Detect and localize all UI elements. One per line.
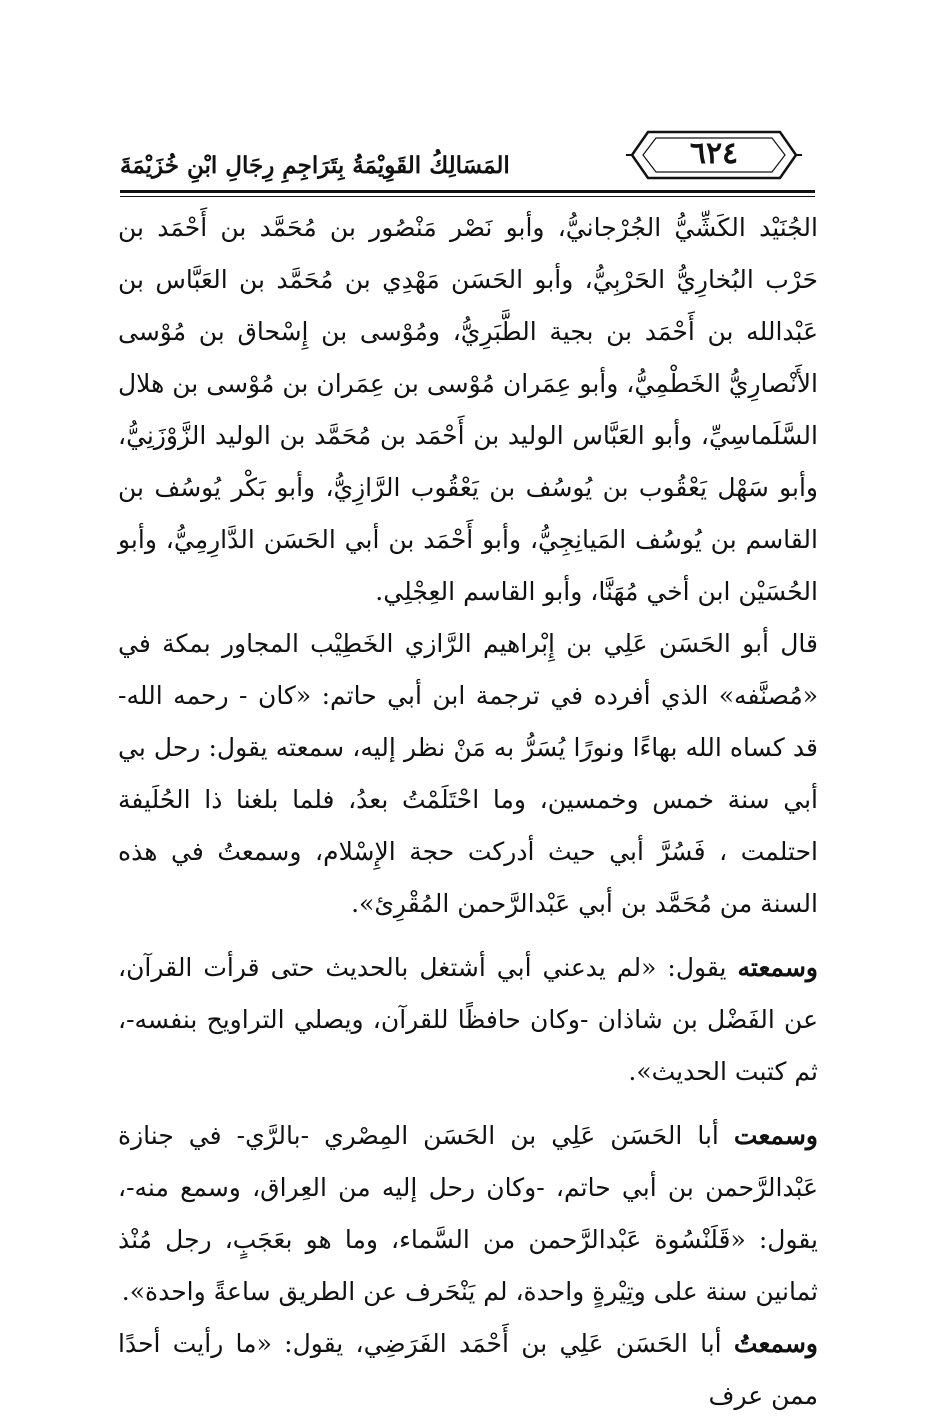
paragraph-lead: وسمعته: [737, 953, 818, 982]
paragraph: [118, 942, 818, 1098]
paragraph-text: أبا الحَسَن عَلِي بن الحَسَن المِصْري -بالرَّي- في جنازة عَبْدالرَّحمن بن أبي حاتم، -وكان رحل إليه من العِراق، وسمع منه-، يقول: «قَلَنْسُوة عَبْدالرَّحمن من السَّماء، وما هو بعَجَبٍ، رجل مُنْذ ثمانين سنة على وتِيْرةٍ واحدة، لم يَنْحَرف عن الطريق ساعةً واحدة».: [118, 1121, 818, 1306]
book-title: المَسَالِكُ القَوِيْمَةُ بِتَرَاجِمِ رِجَالِ ابْنِ خُزَيْمَةَ: [120, 152, 510, 179]
paragraph-lead: وسمعتُ: [733, 1329, 818, 1358]
paragraph-text: الجُنَيْد الكَشِّيُّ الجُرْجانيُّ، وأبو نَصْر مَنْصُور بن مُحَمَّد بن أَحْمَد بن حَرْب البُخارِيُّ الحَرْبِيُّ، وأبو الحَسَن مَهْدِي بن مُحَمَّد بن العَبَّاس بن عَبْدالله بن أَحْمَد بن بجية الطَّبَرِيُّ، ومُوْسى بن إِسْحاق بن مُوْسى الأَنْصارِيُّ الخَطْمِيُّ، وأبو عِمَران مُوْسى بن عِمَران بن مُوْسى بن هلال السَّلَماسِيِّ، وأبو العَبَّاس الوليد بن أَحْمَد بن مُحَمَّد بن الوليد الزَّوْزَنِيُّ، وأبو سَهْل يَعْقُوب بن يُوسُف بن يَعْقُوب الرَّازِيُّ، وأبو بَكْر يُوسُف بن القاسم بن يُوسُف المَيانِجِيُّ، وأبو أَحْمَد بن أبي الحَسَن الدَّارِمِيُّ، وأبو الحُسَيْن ابن أخي مُهَنَّا، وأبو القاسم العِجْلِي.: [118, 213, 818, 606]
paragraph: [118, 202, 818, 618]
paragraph: [118, 1110, 818, 1318]
paragraph-text: قال أبو الحَسَن عَلِي بن إِبْراهيم الرَّازي الخَطِيْب المجاور بمكة في «مُصنَّفه» الذي أفرده في ترجمة ابن أبي حاتم: «كان - رحمه الله- قد كساه الله بهاءًا ونورًا يُسَرُّ به مَنْ نظر إليه، سمعته يقول: رحل بي أبي سنة خمس وخمسين، وما احْتَلَمْتُ بعدُ، فلما بلغنا ذا الحُلَيفة احتلمت ، فَسُرَّ أبي حيث أدركت حجة الإِسْلام، وسمعتُ في هذه السنة من مُحَمَّد بن أبي عَبْدالرَّحمن المُقْرِئ».: [118, 629, 818, 918]
running-header: [120, 110, 815, 194]
paragraph-text: أبا الحَسَن عَلِي بن أَحْمَد الفَرَضِي، يقول: «ما رأيت أحدًا ممن عرف: [118, 1329, 818, 1410]
header-rule: [120, 190, 815, 193]
page-body: [118, 202, 818, 1422]
paragraph-text: يقول: «لم يدعني أبي أشتغل بالحديث حتى قرأت القرآن، عن الفَضْل بن شاذان -وكان حافظًا للقرآن، ويصلي التراويح بنفسه-، ثم كتبت الحديث».: [118, 953, 818, 1086]
paragraph-lead: وسمعت: [733, 1121, 818, 1150]
page-number: ٦٢٤: [689, 136, 739, 171]
header-rule-thin: [120, 196, 815, 197]
paragraph: [118, 1318, 818, 1422]
paragraph: [118, 618, 818, 930]
